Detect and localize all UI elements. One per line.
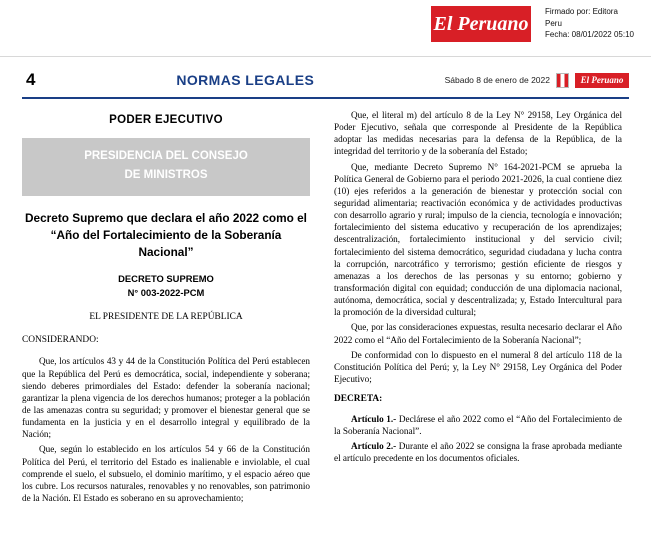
article-label: Artículo 2.- <box>351 440 397 451</box>
paragraph: Que, los artículos 43 y 44 de la Constitución Política del Perú establecen que la República del Perú es democrática, social, independiente y soberana; siendo deberes primordiales del Estado: defender la soberanía nacional; garantizar la plena vigencia de los derechos humanos; proteger a la población de las amenazas contra su seguridad; y promover el bienestar general que se fundamenta en la justicia y en el desarrollo integral y equilibrado de la Nación; <box>22 356 310 440</box>
decreta-label: DECRETA: <box>334 394 383 405</box>
considerando-label: CONSIDERANDO: <box>22 335 99 346</box>
entity-banner-line1: PRESIDENCIA DEL CONSEJO <box>84 150 248 163</box>
peru-flag-icon <box>556 73 569 88</box>
article-item <box>334 413 622 437</box>
running-head <box>22 63 629 99</box>
president-line: EL PRESIDENTE DE LA REPÚBLICA <box>89 311 243 322</box>
body-columns <box>22 109 629 529</box>
page-number: 4 <box>26 70 36 89</box>
publication-section-title: NORMAS LEGALES <box>176 72 315 88</box>
signature-country: Peru <box>545 18 562 28</box>
digital-signature-info <box>545 6 645 41</box>
section-heading-poder-ejecutivo: PODER EJECUTIVO <box>109 114 223 126</box>
page-sheet <box>0 63 651 540</box>
signature-date: Fecha: 08/01/2022 05:10 <box>545 30 634 40</box>
article-text: Declárese el año 2022 como el “Año del Fortalecimiento de la Soberanía Nacional”. <box>334 413 623 436</box>
signature-bar <box>0 0 651 57</box>
paragraph: Que, según lo establecido en los artículos 54 y 66 de la Constitución Política del Perú, el territorio del Estado es inalienable e inviolable, el cual comprende el suelo, el subsuelo, el dominio marítimo, y el espacio aéreo que los cubre. Los recursos naturales, renovables y no renovables, son patrimonio de la Nación. El Estado es soberano en su aprovechamiento; <box>22 444 310 504</box>
article-label: Artículo 1.- <box>351 413 397 424</box>
paragraph: Que, mediante Decreto Supremo N° 164-2021-PCM se aprueba la Política General de Gobierno para el periodo 2021-2026, la cual contiene diez (10) ejes referidos a la generación de bienestar y protección social con seguridad alimentaria; reactivación económica y de actividades productivas con desarrollo agrario y rural; impulso de la ciencia, tecnología e innovación; fortalecimiento del sistema educativo y recuperación de los aprendizajes; descentralización, fortalecimiento institucional y del servicio civil; fortalecimiento del sistema democrático, seguridad ciudadana y lucha contra la corrupción, narcotráfico y terrorismo; gestión eficiente de riesgos y amenazas a los derechos de las personas y su entorno; gobierno y transformación digital con equidad; conducción de una diplomacia nacional, autónoma, democrática, social y descentralizada; y, Estado Intercultural para la promoción de la diversidad cultural; <box>334 161 622 318</box>
el-peruano-logo <box>431 6 531 42</box>
el-peruano-logo-text: El Peruano <box>433 13 529 35</box>
paragraph: Que, el literal m) del artículo 8 de la Ley N° 29158, Ley Orgánica del Poder Ejecutivo, señala que corresponde al Presidente de la República adoptar las medidas necesarias para la defensa de la República, de la integridad del territorio y de la soberanía del Estado; <box>334 110 622 157</box>
left-column <box>22 109 310 529</box>
signature-signer: Firmado por: Editora <box>545 7 618 16</box>
paragraph: De conformidad con lo dispuesto en el numeral 8 del artículo 118 de la Constitución Política del Perú; y, la Ley N° 29158, Ley Orgánica del Poder Ejecutivo; <box>334 349 622 384</box>
right-column <box>334 109 622 529</box>
article-text: Durante el año 2022 se consigna la frase aprobada mediante el artículo precedente en los documentos oficiales. <box>334 440 623 463</box>
decree-number: N° 003-2022-PCM <box>127 286 205 298</box>
article-item <box>334 440 622 464</box>
paragraph: Que, por las consideraciones expuestas, resulta necesario declarar el Año 2022 como el “Año del Fortalecimiento de la Soberanía Nacional”; <box>334 322 622 345</box>
el-peruano-mini-logo-text: El Peruano <box>580 74 624 85</box>
decree-type-label: DECRETO SUPREMO <box>118 273 214 285</box>
publication-date: Sábado 8 de enero de 2022 <box>444 75 550 85</box>
decree-number-block <box>22 272 310 298</box>
entity-banner <box>22 138 310 196</box>
running-head-right <box>445 73 629 88</box>
document-title: Decreto Supremo que declara el año 2022 como el “Año del Fortalecimiento de la Soberanía Nacional” <box>25 211 307 259</box>
el-peruano-mini-logo <box>575 73 629 88</box>
entity-banner-line2: DE MINISTROS <box>124 169 208 182</box>
